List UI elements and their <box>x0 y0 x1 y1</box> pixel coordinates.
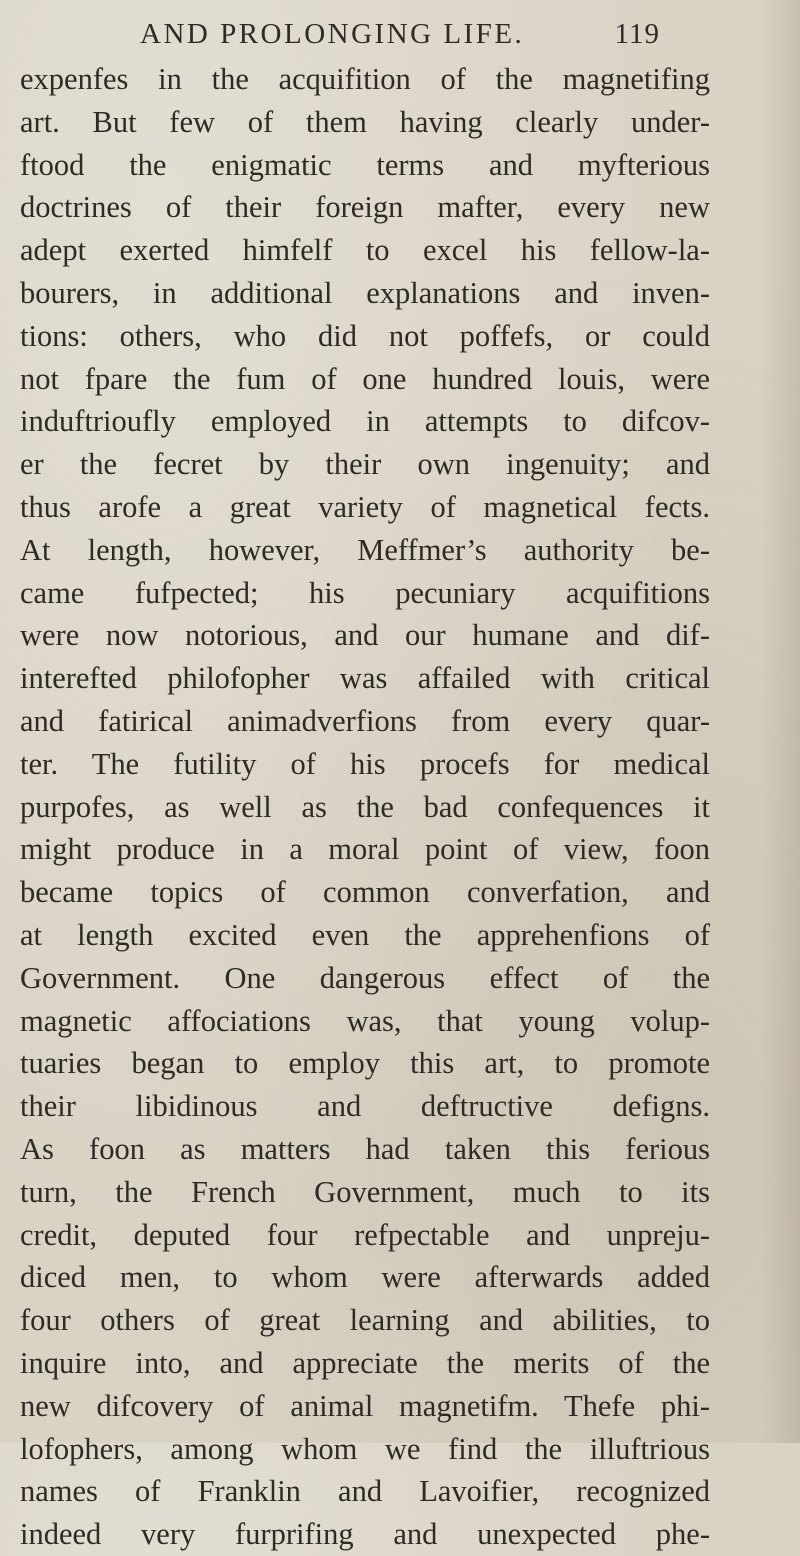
text-line: expenfes in the acquifition of the magnetifing <box>20 62 710 96</box>
text-line: doctrines of their foreign mafter, every new <box>20 190 710 225</box>
text-line: purpofes, as well as the bad confequences it <box>20 789 710 824</box>
text-line: ter. The futility of his procefs for medical <box>20 746 710 781</box>
text-line: tuaries began to employ this art, to promote <box>20 1046 710 1081</box>
text-line: names of Franklin and Lavoifier, recognized <box>20 1474 710 1509</box>
text-line: Government. One dangerous effect of the <box>20 960 710 995</box>
text-line: adept exerted himfelf to excel his fellow-la- <box>20 233 710 268</box>
text-line: bourers, in additional explanations and inven- <box>20 275 710 310</box>
text-line: diced men, to whom were afterwards added <box>20 1260 710 1295</box>
text-line: came fufpected; his pecuniary acquifitions <box>20 575 710 610</box>
text-line: might produce in a moral point of view, foon <box>20 832 710 867</box>
text-line: induftrioufly employed in attempts to difcov- <box>20 404 710 439</box>
running-head <box>140 18 660 58</box>
text-line: tions: others, who did not poffefs, or could <box>20 318 710 353</box>
text-line: As foon as matters had taken this ferious <box>20 1131 710 1166</box>
text-line: At length, however, Meffmer’s authority be- <box>20 532 710 567</box>
text-line: magnetic affociations was, that young volup- <box>20 1003 710 1038</box>
page-number: 119 <box>614 18 660 50</box>
text-line: ftood the enigmatic terms and myfterious <box>20 147 710 182</box>
text-line: credit, deputed four refpectable and unpreju- <box>20 1217 710 1252</box>
text-line: new difcovery of animal magnetifm. Thefe phi- <box>20 1388 710 1423</box>
text-line: at length excited even the apprehenfions of <box>20 917 710 952</box>
text-line: indeed very furprifing and unexpected phe- <box>20 1517 710 1552</box>
text-line: lofophers, among whom we find the illuftrious <box>20 1431 710 1466</box>
text-line: and fatirical animadverfions from every quar- <box>20 703 710 738</box>
text-line: art. But few of them having clearly under- <box>20 104 710 139</box>
text-line: turn, the French Government, much to its <box>20 1174 710 1209</box>
text-line: not fpare the fum of one hundred louis, were <box>20 361 710 396</box>
body-text <box>20 58 710 1556</box>
text-line: four others of great learning and abilities, to <box>20 1303 710 1338</box>
text-line: were now notorious, and our humane and dif- <box>20 618 710 653</box>
text-line: inquire into, and appreciate the merits of the <box>20 1345 710 1380</box>
text-line: their libidinous and deftructive defigns. <box>20 1089 710 1124</box>
text-line: thus arofe a great variety of magnetical fects. <box>20 489 710 524</box>
page-edge-shadow <box>760 0 800 1443</box>
text-line: became topics of common converfation, and <box>20 875 710 910</box>
text-line: er the fecret by their own ingenuity; and <box>20 447 710 482</box>
text-line: interefted philofopher was affailed with critical <box>20 661 710 696</box>
running-title: AND PROLONGING LIFE. <box>140 18 525 50</box>
